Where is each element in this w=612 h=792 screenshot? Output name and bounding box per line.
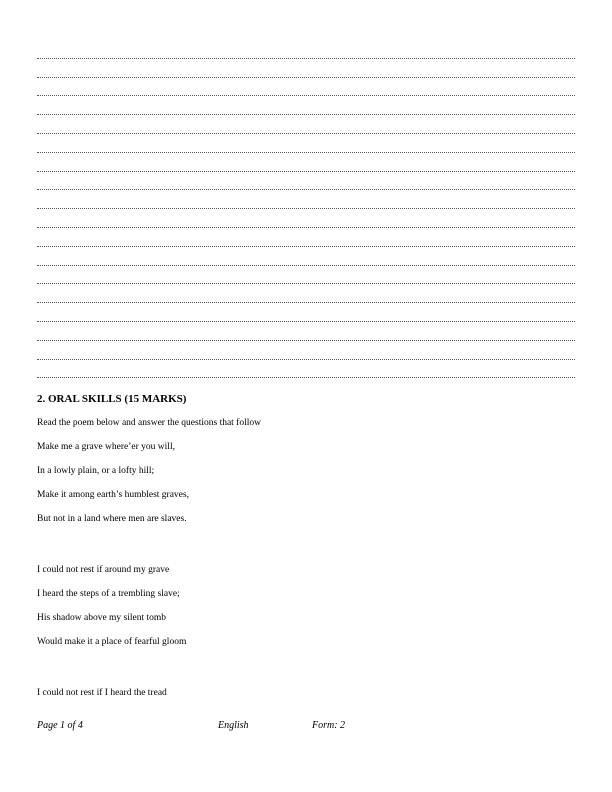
- answer-line: [37, 59, 575, 78]
- poem-line: But not in a land where men are slaves.: [37, 514, 187, 524]
- poem-line: Would make it a place of fearful gloom: [37, 637, 187, 647]
- footer-subject: English: [218, 720, 249, 731]
- answer-line: [37, 322, 575, 341]
- page-number: Page 1 of 4: [37, 720, 83, 731]
- answer-line: [37, 209, 575, 228]
- answer-line: [37, 153, 575, 172]
- answer-line: [37, 360, 575, 379]
- answer-line: [37, 40, 575, 59]
- answer-line: [37, 247, 575, 266]
- answer-line: [37, 134, 575, 153]
- answer-line: [37, 190, 575, 209]
- answer-line: [37, 341, 575, 360]
- poem-line: His shadow above my silent tomb: [37, 613, 167, 623]
- footer-form: Form: 2: [312, 720, 346, 731]
- answer-line: [37, 78, 575, 97]
- section-heading: 2. ORAL SKILLS (15 MARKS): [37, 393, 187, 405]
- answer-line: [37, 228, 575, 247]
- answer-lines: [37, 40, 575, 378]
- answer-line: [37, 284, 575, 303]
- answer-line: [37, 96, 575, 115]
- answer-line: [37, 115, 575, 134]
- poem-line: In a lowly plain, or a lofty hill;: [37, 466, 155, 476]
- answer-line: [37, 172, 575, 191]
- poem-line: Make it among earth’s humblest graves,: [37, 490, 189, 500]
- poem-line: I could not rest if I heard the tread: [37, 688, 167, 698]
- poem-line: I could not rest if around my grave: [37, 565, 170, 575]
- answer-line: [37, 266, 575, 285]
- poem-line: I heard the steps of a trembling slave;: [37, 589, 180, 599]
- poem-instruction: Read the poem below and answer the questions that follow: [37, 418, 261, 428]
- poem-line: Make me a grave where’er you will,: [37, 442, 175, 452]
- answer-line: [37, 303, 575, 322]
